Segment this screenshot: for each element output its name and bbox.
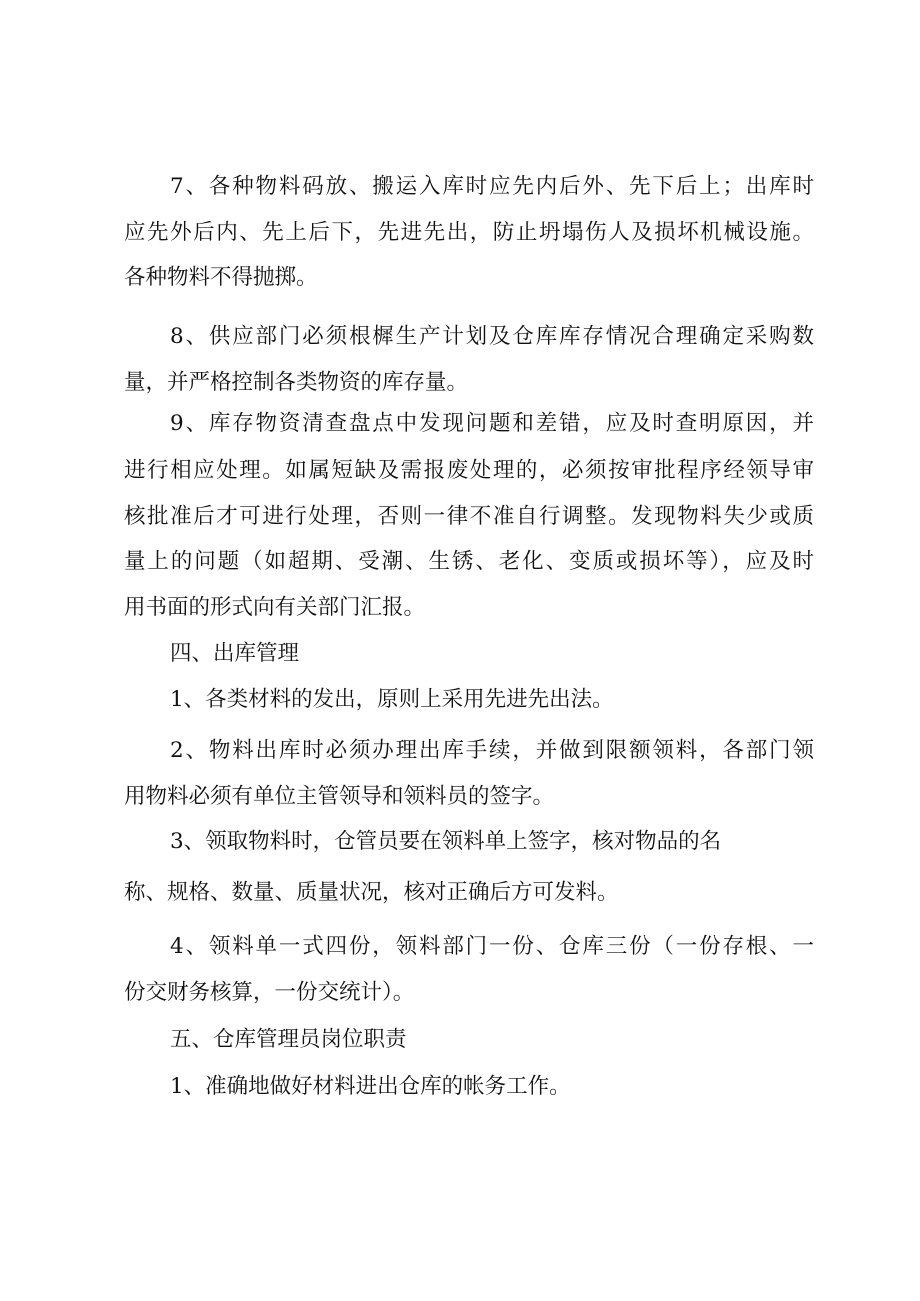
- paragraph-9-line-3: 核批准后才可进行处理，否则一律不准自行调整。发现物料失少或质: [124, 504, 814, 529]
- outbound-item-1: 1、各类材料的发出，原则上采用先进先出法。: [170, 687, 614, 712]
- paragraph-9-line-1: 9、库存物资清查盘点中发现问题和差错，应及时查明原因，并: [170, 411, 814, 436]
- outbound-item-2-line-1: 2、物料出库时必须办理出库手续，并做到限额领料，各部门领: [170, 738, 814, 763]
- paragraph-9-line-4: 量上的问题（如超期、受潮、生锈、老化、变质或损坏等），应及时: [124, 549, 814, 574]
- paragraph-9-line-2: 进行相应处理。如属短缺及需报废处理的，必须按审批程序经领导审: [124, 458, 814, 483]
- outbound-item-4-line-1: 4、领料单一式四份，领料部门一份、仓库三份（一份存根、一: [170, 934, 814, 959]
- outbound-item-3-line-2: 称、规格、数量、质量状况，核对正确后方可发料。: [124, 880, 619, 905]
- outbound-item-3-line-1: 3、领取物料时，仓管员要在领料单上签字，核对物品的名: [170, 829, 722, 854]
- section-heading-outbound-management: 四、出库管理: [170, 641, 300, 666]
- paragraph-7-line-2: 应先外后内、先上后下，先进先出，防止坍塌伤人及损坏机械设施。: [124, 220, 814, 245]
- paragraph-7-line-3: 各种物料不得抛掷。: [124, 265, 318, 290]
- keeper-duty-1: 1、准确地做好材料进出仓库的帐务工作。: [170, 1074, 571, 1099]
- outbound-item-4-line-2: 份交财务核算，一份交统计）。: [124, 980, 415, 1005]
- paragraph-9-line-5: 用书面的形式向有关部门汇报。: [124, 595, 426, 620]
- outbound-item-2-line-2: 用物料必须有单位主管领导和领料员的签字。: [124, 784, 555, 809]
- paragraph-8-line-1: 8、供应部门必须根樨生产计划及仓库库存情况合理确定采购数: [170, 324, 814, 349]
- paragraph-7-line-1: 7、各种物料码放、搬运入库时应先内后外、先下后上；出库时: [170, 174, 814, 199]
- section-heading-warehouse-keeper-duties: 五、仓库管理员岗位职责: [170, 1027, 407, 1052]
- paragraph-8-line-2: 量，并严格控制各类物资的库存量。: [124, 370, 469, 395]
